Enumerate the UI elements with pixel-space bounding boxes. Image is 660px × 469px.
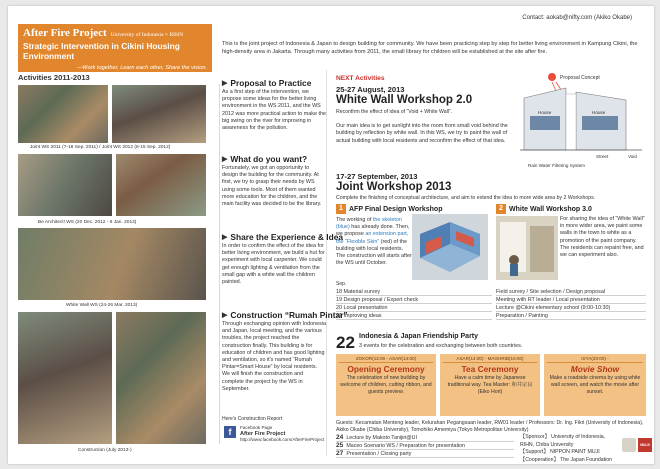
afp-heading <box>336 204 442 214</box>
sponsor-line: 【Sponsor】 University of Indonesia, RIHN, Chiba University <box>520 434 606 448</box>
diagram-proposal-label: Proposal Concept <box>560 75 600 81</box>
event-name: Tea Ceremony <box>461 364 519 374</box>
final-schedule-item <box>336 442 514 450</box>
diagram-house-label: House <box>538 110 552 115</box>
event-tea-ceremony <box>440 354 540 416</box>
afp-title: AFP Final Design Workshop <box>349 205 443 213</box>
header-title: After Fire Project <box>23 27 107 39</box>
section-title-what-want <box>222 154 307 164</box>
ww2-text: Our main idea is to get sunlight into the room from small void behind the building by reflection by white wall. In this WS, we try to paint the wall of actual building with local residents and reconfirm the effect of that idea. <box>336 123 508 144</box>
ww3-schedule <box>496 288 646 320</box>
ww3-number: 2 <box>496 204 506 214</box>
arrow-right-icon: ▶ <box>222 312 228 319</box>
afp-sep-label: Sep. <box>336 281 347 287</box>
event-opening-ceremony <box>336 354 436 416</box>
next-activities-label: NEXT Activities <box>336 75 385 82</box>
afp-text-c: has already done. Then, we propose <box>336 224 410 238</box>
activities-heading: Activities 2011-2013 <box>18 73 90 82</box>
caption-construction: Construction (July 2013-) <box>78 448 132 453</box>
final-schedule-text: Maceo Soenario WS / Preparation for presentation <box>346 443 465 449</box>
afp-schedule-item: 21 Improving ideas <box>336 312 492 320</box>
arrow-right-icon: ▶ <box>222 80 228 87</box>
window-left <box>530 116 560 130</box>
photo-joint-ws-2012 <box>112 85 206 143</box>
ww3-photo <box>496 216 558 280</box>
party-date: 22 <box>336 333 355 352</box>
photo-joint-ws-2011 <box>18 85 108 143</box>
afp-schedule-item: 18 Material survey <box>336 288 492 296</box>
fb-note: Here's Construction Report <box>222 416 283 422</box>
diagram-street-label: Street <box>596 154 609 159</box>
photo-construction-1 <box>18 312 112 444</box>
column-divider-left <box>219 84 220 444</box>
afp-text <box>336 217 412 267</box>
muji-logo: MUJI <box>638 438 652 452</box>
section-text-construction: Through exchanging opinion with Indonesia and Japan, local meeting, and the various troubles, the project reached the construction finally. This building is for education of children and has good lighting and ventilation, so it's named “Rumah Pintar=Smart House” by local residents. We will finish the construction and complete the project by the WS in September. <box>222 321 326 392</box>
final-schedule-item <box>336 434 514 442</box>
event-time: ZOKOR(12:00 - ASAR(14:00) <box>339 356 433 363</box>
ww3-schedule-item: Preparation / Painting <box>496 312 646 320</box>
photo-white-wall-ws <box>18 228 206 300</box>
fb-page-url: http://www.facebook.com/AfterFireProject <box>240 437 325 442</box>
window-right <box>582 116 618 130</box>
final-schedule-day: 25 <box>336 442 344 449</box>
event-time: ISYA(20:00) - <box>547 356 643 363</box>
section-title-what-want-text: What do you want? <box>230 154 308 164</box>
final-schedule-day: 24 <box>336 434 344 441</box>
ww2-date: 25-27 August, 2013 <box>336 85 405 94</box>
section-title-proposal-text: Proposal to Practice <box>230 78 312 88</box>
section-text-proposal: As a first step of the intervention, we propose some ideas for the better living environment in the WS 2011, and the WS 2012 was more practical action to make the big swing on the river for improving in awareness for the pollution. <box>222 89 326 132</box>
caption-joint-ws: Joint WS 2011 (7-18 Sep. 2011) / Joint WS 2012 (8-15 Sep. 2012) <box>30 145 171 150</box>
afp-text-skeleton: the skeleton (blue) <box>336 217 402 231</box>
diagram-void-label: Void <box>628 154 637 159</box>
header-subtitle: Strategic Intervention in Cikini Housing Environment <box>23 41 180 61</box>
ww2-reconfirm: Reconfirm the effect of idea of “Void + White Wall”. <box>336 109 453 115</box>
final-schedule-text: Lecture by Makoto Tanijiri@UI <box>346 435 417 441</box>
final-schedule-day: 27 <box>336 450 344 457</box>
final-schedule-item <box>336 450 514 458</box>
column-divider-right <box>326 70 327 456</box>
afp-text-a: The working of <box>336 217 373 223</box>
ww3-schedule-item: Field survey / Site selection / Design proposal <box>496 288 646 296</box>
section-title-construction-text: Construction “Rumah Pintar” <box>230 310 348 320</box>
final-schedule <box>336 434 514 458</box>
fb-page-label: Facebook Page <box>240 425 273 430</box>
fb-page-name: After Fire Project <box>240 431 286 437</box>
contact-info: Contact: aokab@nifty.com (Akiko Okabe) <box>522 15 632 21</box>
afp-schedule-item: 19 Design proposal / Expert check <box>336 296 492 304</box>
section-text-share: In order to confirm the effect of the idea for better living environment, we build a hut for experiment with local carpenter. We could get enough lighting & ventilation from the small gap with a white wall the children painted. <box>222 243 325 286</box>
event-name: Movie Show <box>570 364 620 374</box>
header-box <box>18 24 212 72</box>
sponsor-logo <box>622 438 636 452</box>
arrow-right-icon: ▶ <box>222 156 228 163</box>
section-title-share <box>222 232 343 242</box>
event-time: ASAR(14:00) - MAGHRIB(16:00) <box>443 356 537 363</box>
ww2-title: White Wall Workshop 2.0 <box>336 94 473 106</box>
jw-date: 17-27 September, 2013 <box>336 172 418 181</box>
sponsor-line: 【Cooperation】 The Japan Foundation <box>520 456 612 463</box>
event-name: Opening Ceremony <box>347 364 425 374</box>
diagram-caption: Rain Water Filtering System <box>528 163 586 168</box>
photo-be-architect-1 <box>18 154 112 216</box>
proposal-concept-diagram <box>516 70 646 170</box>
final-schedule-text: Presentation / Closing party <box>346 451 412 457</box>
ww3-schedule-item: Meeting with RT leader / Local presentation <box>496 296 646 304</box>
ww3-title: White Wall Workshop 3.0 <box>509 205 592 213</box>
poster-page <box>8 6 654 464</box>
white-wall <box>566 94 576 150</box>
party-subtitle: 3 events for the celebration and exchanging between both countries. <box>359 343 523 349</box>
event-desc: The celebration of new building by welcome of children, cutting ribbon, and guests preview. <box>340 375 432 395</box>
party-guests: Guests: Kecamatan Menteng leader, Kelurahan Pegangsaan leader, RW01 leader / Professors: Dr. Ing. Fikri (University of Indonesia), Akiko Okabe (Chiba University), Tomohiko Amemiya (Tokyo Metropolitan University) <box>336 420 644 433</box>
section-title-proposal <box>222 78 311 88</box>
diagram-house-label-2: House <box>592 110 606 115</box>
section-title-share-text: Share the Experience & Idea <box>230 232 344 242</box>
ww3-heading <box>496 204 592 214</box>
section-title-construction <box>222 310 348 320</box>
afp-schedule <box>336 288 492 320</box>
fb-page-link[interactable] <box>240 425 324 443</box>
afp-number: 1 <box>336 204 346 214</box>
header-tagline: —Work together, Learn each other, Share the vision. <box>76 65 207 71</box>
jw-title: Joint Workshop 2013 <box>336 181 452 193</box>
event-desc: Make a roadside cinema by using white wall screen, and watch the movie after sunset. <box>549 375 641 395</box>
arrow-right-icon: ▶ <box>222 234 228 241</box>
party-title: Indonesia & Japan Friendship Party <box>359 333 479 340</box>
sponsors <box>520 434 620 464</box>
facebook-icon[interactable]: f <box>224 426 236 438</box>
ww3-text: For sharing the idea of “White Wall” in more wider area, we paint some walls in the town to white as a promotion of the paint company. The residents can repaint free, and we can experiment also. <box>560 216 645 259</box>
header-title-row <box>23 27 207 41</box>
afp-text-e: (red) of the building with local residents. The construction will starts after the WS until October. <box>336 238 412 267</box>
afp-text-flexible-skin: an extension part, the “Flexible Skin” <box>336 231 409 245</box>
event-desc: Have a calm time by Japanese traditional way. Tea Master: 和井宗良 (Eiko Hori) <box>447 375 533 395</box>
photo-be-architect-2 <box>116 154 206 216</box>
afp-building-image <box>412 214 488 280</box>
jw-subtitle: Complete the finishing of conceptual architecture, and aim to extend the idea to more wide area by 2 Workshops. <box>336 195 596 201</box>
event-movie-show <box>544 354 646 416</box>
sponsor-line: 【Support】 NIPPON PAINT MUJI <box>520 449 600 456</box>
sun-icon <box>548 73 556 81</box>
ww3-schedule-item: Lecture @Cikini elementary school (9:00-10:30) <box>496 304 646 312</box>
caption-white-wall: White Wall WS (24-26 Mar. 2013) <box>66 303 138 308</box>
intro-text: This is the joint project of Indonesia & Japan to design building for community. We have been practicing step by step for better living environment in Kampung Cikini, the high-density area in Jakarta. Through many activities from 2011, the small library for children will be established at the site after fire. <box>222 41 638 55</box>
caption-be-architect: Be Architect! WS (20 Dec. 2012 - 6 Jan. 2013) <box>38 220 137 225</box>
afp-schedule-item: 20 Local presentation <box>336 304 492 312</box>
header-university: University of Indonesia × RIHN <box>110 32 184 38</box>
section-text-what-want: Fortunately, we got an opportunity to design the building for the community. At first, we try to grasp their needs by WS using some tools. Most of them wanted more education for the children, and the main facility was decided to be the library. <box>222 165 322 208</box>
photo-construction-2 <box>116 312 206 444</box>
